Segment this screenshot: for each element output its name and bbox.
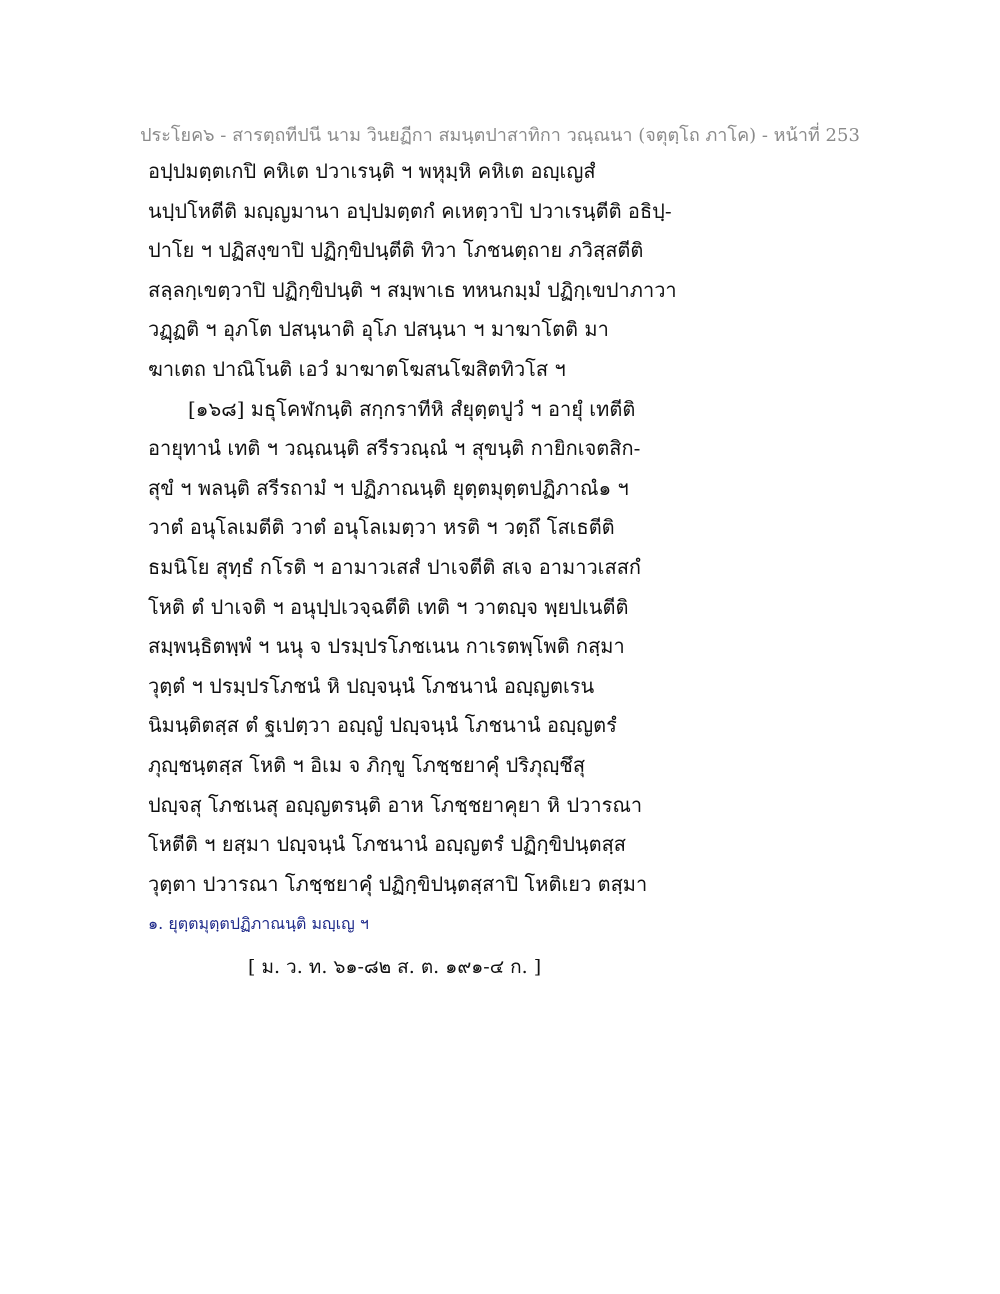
body-line: ภุญฺชนฺตสฺส โหติ ฯ อิเม จ ภิกฺขู โภชฺชยาคุํ ปริภุญฺชึสุ [148, 752, 586, 777]
body-line: ธมนิโย สุทฺธํ กโรติ ฯ อามาวเสสํ ปาเจตีติ สเจ อามาวเสสกํ [148, 554, 642, 579]
body-line: วุตฺตา ปวารณา โภชฺชยาคุํ ปฏิกฺขิปนฺตสฺสาปิ โหติเยว ตสฺมา [148, 871, 648, 896]
body-line: วฏฺฏติ ฯ อุภโต ปสนฺนาติ อุโภ ปสนฺนา ฯ มาฆาโตติ มา [148, 317, 609, 342]
body-text [148, 152, 848, 904]
body-line: นิมนฺติตสฺส ตํ ฐเปตฺวา อญฺญํ ปญฺจนฺนํ โภชนานํ อญฺญตรํ [148, 713, 617, 738]
page-reference: [ ม. ว. ท. ๖๑-๘๒ ส. ต. ๑๙๑-๔ ก. ] [248, 956, 542, 978]
body-line: ฆาเตถ ปาณิโนติ เอวํ มาฆาตโฆสนโฆสิตทิวโส ฯ [148, 356, 566, 381]
running-head: ประโยค๖ - สารตฺถทีปนี นาม วินยฏีกา สมนฺตปาสาทิกา วณฺณนา (จตุตฺโถ ภาโค) - หน้าที่ 253 [140, 125, 860, 146]
body-line: ปญฺจสุ โภชเนสุ อญฺญตรนฺติ อาห โภชฺชยาคุยา หิ ปวารณา [148, 792, 643, 817]
body-line: นปฺปโหตีติ มญฺญมานา อปฺปมตฺตกํ คเหตฺวาปิ ปวาเรนฺตีติ อธิปฺ- [148, 198, 672, 223]
body-line: อปฺปมตฺตเกปิ คหิเต ปวาเรนฺติ ฯ พหุมฺหิ คหิเต อญฺเญสํ [148, 159, 596, 183]
body-line: สมฺพนฺธิตพฺพํ ฯ นนุ จ ปรมฺปรโภชเนน กาเรตพฺโพติ กสฺมา [148, 634, 625, 659]
body-line: อายุทานํ เทติ ฯ วณฺณนฺติ สรีรวณฺณํ ฯ สุขนฺติ กายิกเจตสิก- [148, 436, 641, 461]
body-line: [๑๖๘] มธุโคฬกนฺติ สกฺกราทีหิ สํยุตฺตปูวํ ฯ อายุํ เทตีติ [188, 396, 636, 421]
body-line: โหติ ตํ ปาเจติ ฯ อนุปฺปเวจฺฉตีติ เทติ ฯ วาตญฺจ พฺยปเนตีติ [148, 594, 629, 619]
body-line: วาตํ อนุโลเมตีติ วาตํ อนุโลเมตฺวา หรติ ฯ วตฺถึ โสเธตีติ [148, 515, 615, 540]
body-line: สุขํ ฯ พลนฺติ สรีรถามํ ฯ ปฏิภาณนฺติ ยุตฺตมุตฺตปฏิภาณํ๑ ฯ [148, 475, 629, 500]
body-line: โหตีติ ฯ ยสฺมา ปญฺจนฺนํ โภชนานํ อญฺญตรํ ปฏิกฺขิปนฺตสฺส [148, 832, 626, 857]
footnote: ๑. ยุตฺตมุตฺตปฏิภาณนฺติ มญฺเญ ฯ [148, 914, 369, 933]
body-line: วุตฺตํ ฯ ปรมฺปรโภชนํ หิ ปญฺจนฺนํ โภชนานํ อญฺญตเรน [148, 673, 595, 698]
body-line: สลฺลกฺเขตฺวาปิ ปฏิกฺขิปนฺติ ฯ สมฺพาเธ ทหนกมฺมํ ปฏิกฺเขปาภาวา [148, 277, 677, 302]
body-line: ปาโย ฯ ปฏิสงฺขาปิ ปฏิกฺขิปนฺตีติ ทิวา โภชนตฺถาย ภวิสฺสตีติ [148, 238, 644, 263]
